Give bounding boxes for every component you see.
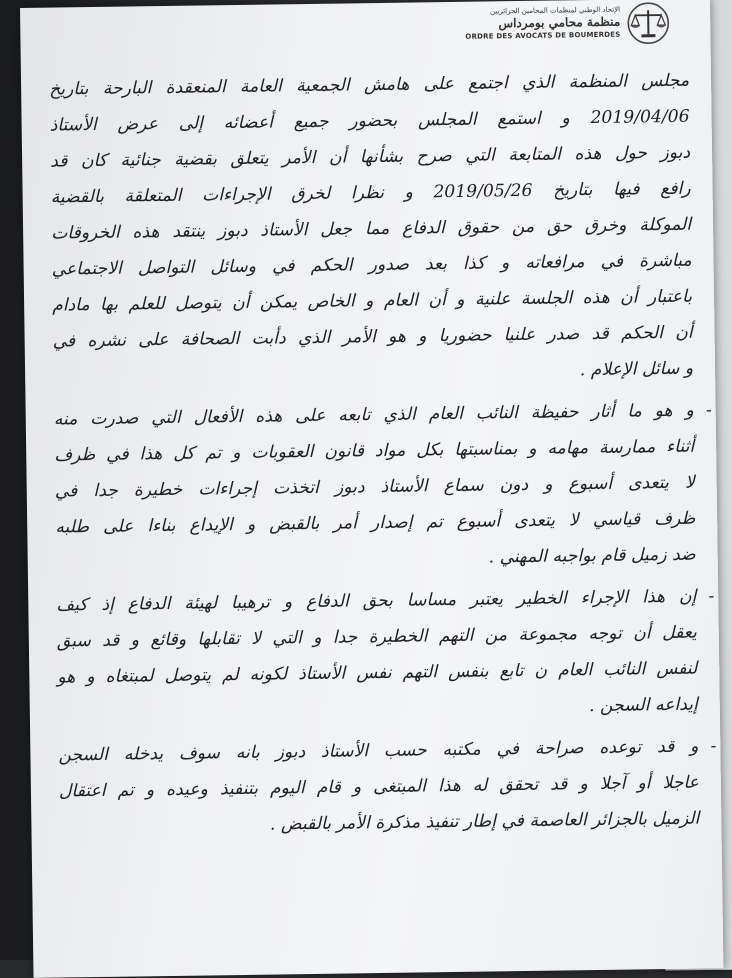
letterhead [450,1,671,54]
text-line: رافع فيها بتاريخ 2019/05/26 و نظرا لخرق الإجراءات المتعلقة بالقضية [50,171,690,216]
text-line: الموكلة وخرق حق من حقوق الدفاع مما جعل الأستاذ دبوز ينتقد هذه الخروقات [51,207,691,252]
text-line: إن هذا الإجراء الخطير يعتبر مساسا بحق الدفاع و ترهيبا لهيئة الدفاع إذ كيف [56,579,696,624]
scales-of-justice-logo-icon [626,1,671,46]
text-line: دبوز حول هذه المتابعة التي صرح بشأنها أن الأمر يتعلق بقضية جنائية كان قد [50,135,690,180]
bullet-dash: - [708,578,714,614]
text-line: لا يتعدى أسبوع و دون سماع الأستاذ دبوز اتخذت إجراءات خطيرة جدا في [55,465,695,510]
text-line: ظرف قياسي لا يتعدى أسبوع تم إصدار أمر بالقبض و الإيداع بناءا على طلبه [55,501,695,546]
organization-name [450,6,620,42]
text-line: مجلس المنظمة الذي اجتمع على هامش الجمعية العامة المنعقدة البارحة بتاريخ [49,63,689,108]
paragraph-4 [58,729,699,846]
text-line: عاجلا أو آجلا و قد تحقق له هذا المبتغى و قام اليوم بتنفيذ وعيده و تم اعتقال [59,765,699,810]
organization-name-french: ORDRE DES AVOCATS DE BOUMERDES [450,30,620,42]
text-line: الزميل بالجزائر العاصمة في إطار تنفيذ مذكرة الأمر بالقبض . [59,801,699,846]
text-line: 2019/04/06 و استمع المجلس بحضور جميع أعضائه إلى عرض الأستاذ [49,99,689,144]
text-line: لنفس النائب العام ن تابع بنفس التهم نفس الأستاذ لكونه لم يتوصل لمبتغاه و هو [57,651,697,696]
bullet-dash: - [706,392,712,428]
text-line: مباشرة في مرافعاته و كذا بعد صدور الحكم في وسائل التواصل الاجتماعي [51,243,691,288]
text-line: أثناء ممارسة مهامه و بمناسبتها بكل مواد قانون العقوبات و تم كل هذا في ظرف [54,429,694,474]
text-line: و سائل الإعلام . [53,351,693,396]
text-line: و هو ما أثار حفيظة النائب العام الذي تابعه على هذه الأفعال التي صدرت منه [53,393,693,438]
document-body [49,63,700,846]
text-line: إيداعه السجن . [58,687,698,732]
paragraph-1 [49,63,693,396]
text-line: و قد توعده صراحة في مكتبه حسب الأستاذ دبوز بانه سوف يدخله السجن [58,729,698,774]
bullet-dash: - [710,728,716,764]
text-line: يعقل أن توجه مجموعة من التهم الخطيرة جدا و التي لا تقابلها وقائع و قد سبق [57,615,697,660]
paragraph-3 [56,579,698,732]
text-line: باعتبار أن هذه الجلسة علنية و أن العام و الخاص يمكن أن يتوصل للعلم بها مادام [52,279,692,324]
text-line: ضد زميل قام بواجبه المهني . [56,537,696,582]
text-line: أن الحكم قد صدر علنيا حضوريا و هو الأمر الذي دأبت الصحافة على نشره في [52,315,692,360]
paragraph-2 [53,393,695,582]
union-name: الإتحاد الوطني لمنظمات المحامين الجزائريين [450,6,620,17]
document-page [20,0,723,978]
organization-name-arabic: منظمة محامي بومرداس [450,15,620,32]
